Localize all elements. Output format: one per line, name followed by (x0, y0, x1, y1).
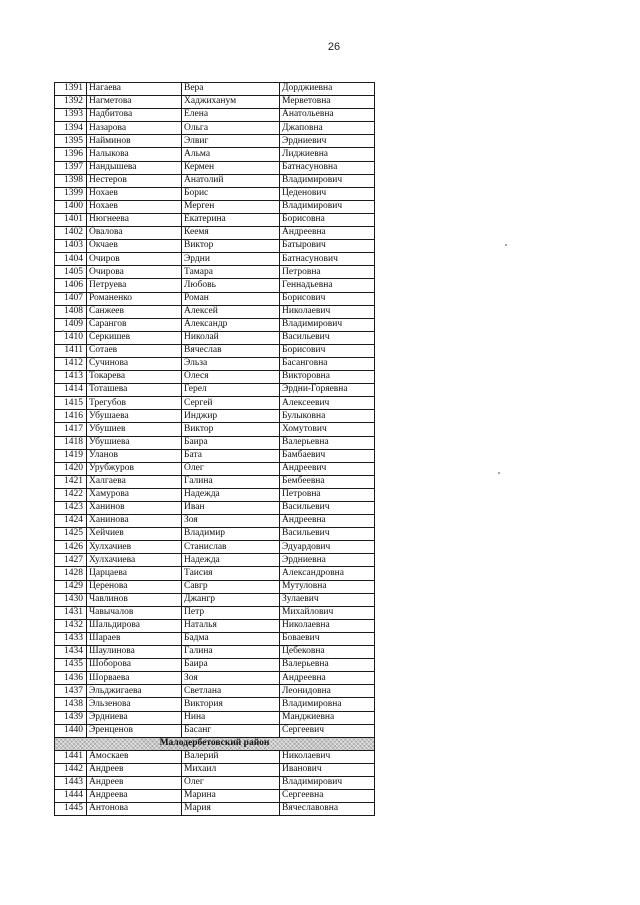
row-first-name: Виктор (182, 240, 280, 253)
row-patronymic: Александровна (280, 567, 375, 580)
row-patronymic: Хомутович (280, 423, 375, 436)
table-row (55, 449, 375, 462)
row-number: 1443 (55, 776, 87, 789)
table-row (55, 632, 375, 645)
table-row (55, 318, 375, 331)
table-row (55, 174, 375, 187)
row-number: 1395 (55, 135, 87, 148)
row-first-name: Валерий (182, 750, 280, 763)
row-surname: Андреев (87, 776, 182, 789)
table-row (55, 109, 375, 122)
row-patronymic: Дорджиевна (280, 83, 375, 96)
row-number: 1424 (55, 515, 87, 528)
row-first-name: Мерген (182, 200, 280, 213)
row-patronymic: Батырович (280, 240, 375, 253)
row-first-name: Наталья (182, 619, 280, 632)
row-first-name: Кеемя (182, 227, 280, 240)
row-surname: Убушаева (87, 410, 182, 423)
row-number: 1439 (55, 711, 87, 724)
row-surname: Андреева (87, 790, 182, 803)
row-first-name: Герел (182, 384, 280, 397)
row-surname: Нагметова (87, 96, 182, 109)
row-number: 1411 (55, 344, 87, 357)
row-number: 1413 (55, 371, 87, 384)
row-patronymic: Андреевна (280, 672, 375, 685)
table-row (55, 803, 375, 816)
row-number: 1416 (55, 410, 87, 423)
row-first-name: Светлана (182, 685, 280, 698)
roster-body (55, 83, 375, 816)
row-surname: Овалова (87, 227, 182, 240)
row-first-name: Петр (182, 606, 280, 619)
row-surname: Надбитова (87, 109, 182, 122)
row-patronymic: Батнасунович (280, 253, 375, 266)
row-first-name: Александр (182, 318, 280, 331)
row-patronymic: Алексеевич (280, 397, 375, 410)
row-patronymic: Иванович (280, 763, 375, 776)
row-patronymic: Андреевна (280, 227, 375, 240)
table-row (55, 423, 375, 436)
row-first-name: Михаил (182, 763, 280, 776)
table-row (55, 724, 375, 737)
row-number: 1436 (55, 672, 87, 685)
row-number: 1398 (55, 174, 87, 187)
row-surname: Чавычалов (87, 606, 182, 619)
table-row (55, 541, 375, 554)
row-number: 1431 (55, 606, 87, 619)
row-surname: Халгаева (87, 475, 182, 488)
row-number: 1435 (55, 659, 87, 672)
row-patronymic: Викторовна (280, 371, 375, 384)
row-surname: Сотаев (87, 344, 182, 357)
row-surname: Антонова (87, 803, 182, 816)
row-first-name: Бата (182, 449, 280, 462)
table-row (55, 371, 375, 384)
row-patronymic: Цебековна (280, 646, 375, 659)
row-surname: Ханинов (87, 502, 182, 515)
row-number: 1426 (55, 541, 87, 554)
row-patronymic: Сергеевич (280, 724, 375, 737)
row-surname: Убушиев (87, 423, 182, 436)
table-row (55, 567, 375, 580)
row-patronymic: Булыковна (280, 410, 375, 423)
row-surname: Шаулинова (87, 646, 182, 659)
row-number: 1408 (55, 305, 87, 318)
row-surname: Назарова (87, 122, 182, 135)
row-first-name: Тамара (182, 266, 280, 279)
row-number: 1407 (55, 292, 87, 305)
row-number: 1409 (55, 318, 87, 331)
table-row (55, 685, 375, 698)
row-patronymic: Борисовна (280, 213, 375, 226)
row-number: 1429 (55, 580, 87, 593)
scan-speck (498, 472, 500, 474)
row-number: 1396 (55, 148, 87, 161)
row-number: 1410 (55, 331, 87, 344)
row-patronymic: Васильевич (280, 528, 375, 541)
row-surname: Эльджигаева (87, 685, 182, 698)
row-number: 1440 (55, 724, 87, 737)
table-row (55, 488, 375, 501)
row-first-name: Сергей (182, 397, 280, 410)
row-surname: Эрдниева (87, 711, 182, 724)
row-first-name: Таисия (182, 567, 280, 580)
row-first-name: Галина (182, 475, 280, 488)
row-first-name: Эрдни (182, 253, 280, 266)
row-number: 1432 (55, 619, 87, 632)
row-first-name: Николай (182, 331, 280, 344)
table-row (55, 161, 375, 174)
row-patronymic: Владимирович (280, 200, 375, 213)
row-patronymic: Валерьевна (280, 659, 375, 672)
roster-table (54, 82, 375, 816)
row-surname: Нандышева (87, 161, 182, 174)
table-row (55, 148, 375, 161)
row-first-name: Эльза (182, 357, 280, 370)
row-patronymic: Владимирович (280, 318, 375, 331)
table-row (55, 384, 375, 397)
row-surname: Романенко (87, 292, 182, 305)
row-first-name: Олег (182, 462, 280, 475)
row-surname: Сарангов (87, 318, 182, 331)
row-surname: Хулхачиев (87, 541, 182, 554)
row-number: 1391 (55, 83, 87, 96)
row-surname: Уланов (87, 449, 182, 462)
row-number: 1430 (55, 593, 87, 606)
row-surname: Хамурова (87, 488, 182, 501)
row-number: 1397 (55, 161, 87, 174)
row-patronymic: Анатольевна (280, 109, 375, 122)
row-first-name: Вячеслав (182, 344, 280, 357)
row-first-name: Роман (182, 292, 280, 305)
row-number: 1412 (55, 357, 87, 370)
row-first-name: Борис (182, 187, 280, 200)
row-first-name: Станислав (182, 541, 280, 554)
row-first-name: Хаджиханум (182, 96, 280, 109)
row-first-name: Нина (182, 711, 280, 724)
row-surname: Налыкова (87, 148, 182, 161)
row-first-name: Олеся (182, 371, 280, 384)
row-number: 1434 (55, 646, 87, 659)
row-first-name: Басанг (182, 724, 280, 737)
row-first-name: Екатерина (182, 213, 280, 226)
row-number: 1414 (55, 384, 87, 397)
table-row (55, 292, 375, 305)
row-patronymic: Бембеевна (280, 475, 375, 488)
row-surname: Нохаев (87, 200, 182, 213)
row-surname: Шоборова (87, 659, 182, 672)
row-number: 1394 (55, 122, 87, 135)
table-row (55, 672, 375, 685)
section-header-row (55, 737, 375, 750)
row-number: 1423 (55, 502, 87, 515)
row-patronymic: Джаповна (280, 122, 375, 135)
table-row (55, 711, 375, 724)
table-row (55, 528, 375, 541)
row-surname: Токарева (87, 371, 182, 384)
table-row (55, 279, 375, 292)
row-patronymic: Васильевич (280, 331, 375, 344)
table-row (55, 227, 375, 240)
table-row (55, 410, 375, 423)
row-first-name: Баира (182, 659, 280, 672)
row-patronymic: Эрдни-Горяевна (280, 384, 375, 397)
row-patronymic: Геннадьевна (280, 279, 375, 292)
table-row (55, 659, 375, 672)
row-patronymic: Петровна (280, 488, 375, 501)
row-surname: Андреев (87, 763, 182, 776)
row-surname: Трегубов (87, 397, 182, 410)
row-first-name: Баира (182, 436, 280, 449)
row-number: 1420 (55, 462, 87, 475)
row-surname: Найминов (87, 135, 182, 148)
row-number: 1415 (55, 397, 87, 410)
row-number: 1425 (55, 528, 87, 541)
table-row (55, 357, 375, 370)
row-number: 1405 (55, 266, 87, 279)
row-first-name: Олег (182, 776, 280, 789)
row-patronymic: Эдуардович (280, 541, 375, 554)
row-first-name: Инджир (182, 410, 280, 423)
row-patronymic: Эрдниевна (280, 554, 375, 567)
table-row (55, 83, 375, 96)
table-row (55, 213, 375, 226)
row-surname: Нестеров (87, 174, 182, 187)
row-first-name: Алексей (182, 305, 280, 318)
row-surname: Шараев (87, 632, 182, 645)
row-number: 1421 (55, 475, 87, 488)
table-row (55, 554, 375, 567)
row-number: 1428 (55, 567, 87, 580)
row-patronymic: Эрдниевич (280, 135, 375, 148)
row-number: 1444 (55, 790, 87, 803)
table-row (55, 593, 375, 606)
table-row (55, 790, 375, 803)
row-number: 1402 (55, 227, 87, 240)
row-surname: Нохаев (87, 187, 182, 200)
row-patronymic: Андреевна (280, 515, 375, 528)
row-patronymic: Манджиевна (280, 711, 375, 724)
table-row (55, 606, 375, 619)
table-row (55, 619, 375, 632)
row-first-name: Надежда (182, 488, 280, 501)
table-row (55, 502, 375, 515)
table-row (55, 240, 375, 253)
row-surname: Серкишев (87, 331, 182, 344)
row-first-name: Савгр (182, 580, 280, 593)
table-row (55, 266, 375, 279)
table-row (55, 475, 375, 488)
row-surname: Нюгнеева (87, 213, 182, 226)
row-number: 1401 (55, 213, 87, 226)
row-surname: Убушиева (87, 436, 182, 449)
table-row (55, 135, 375, 148)
row-surname: Хулхачиева (87, 554, 182, 567)
row-number: 1393 (55, 109, 87, 122)
table-row (55, 750, 375, 763)
row-patronymic: Сергеевна (280, 790, 375, 803)
row-surname: Урубжуров (87, 462, 182, 475)
scan-speck (62, 330, 64, 332)
row-patronymic: Петровна (280, 266, 375, 279)
row-surname: Тоташева (87, 384, 182, 397)
row-surname: Царцаева (87, 567, 182, 580)
page-number: 26 (327, 41, 341, 53)
row-surname: Очирова (87, 266, 182, 279)
row-patronymic: Зулаевич (280, 593, 375, 606)
row-surname: Эльзенова (87, 698, 182, 711)
row-first-name: Иван (182, 502, 280, 515)
row-patronymic: Николаевич (280, 305, 375, 318)
row-surname: Шорваева (87, 672, 182, 685)
row-first-name: Виктория (182, 698, 280, 711)
row-first-name: Элвиг (182, 135, 280, 148)
table-row (55, 331, 375, 344)
row-patronymic: Мутуловна (280, 580, 375, 593)
table-row (55, 580, 375, 593)
row-patronymic: Михайлович (280, 606, 375, 619)
row-first-name: Вера (182, 83, 280, 96)
row-surname: Окчаев (87, 240, 182, 253)
section-title: Малодербетовский район (55, 737, 375, 750)
table-row (55, 776, 375, 789)
row-patronymic: Валерьевна (280, 436, 375, 449)
table-row (55, 436, 375, 449)
row-number: 1392 (55, 96, 87, 109)
row-patronymic: Бовaевич (280, 632, 375, 645)
row-surname: Церенова (87, 580, 182, 593)
row-first-name: Галина (182, 646, 280, 659)
table-row (55, 515, 375, 528)
row-patronymic: Николаевна (280, 619, 375, 632)
row-patronymic: Владимирович (280, 174, 375, 187)
row-surname: Амоскаев (87, 750, 182, 763)
table-row (55, 122, 375, 135)
row-first-name: Зоя (182, 515, 280, 528)
row-patronymic: Мерветовна (280, 96, 375, 109)
row-patronymic: Владимировна (280, 698, 375, 711)
table-row (55, 763, 375, 776)
row-first-name: Любовь (182, 279, 280, 292)
row-number: 1404 (55, 253, 87, 266)
row-surname: Эренценов (87, 724, 182, 737)
table-row (55, 646, 375, 659)
row-patronymic: Лиджиевна (280, 148, 375, 161)
row-number: 1433 (55, 632, 87, 645)
row-surname: Санжеев (87, 305, 182, 318)
row-number: 1445 (55, 803, 87, 816)
row-patronymic: Владимирович (280, 776, 375, 789)
row-number: 1419 (55, 449, 87, 462)
table-row (55, 253, 375, 266)
row-surname: Чавлинов (87, 593, 182, 606)
table-row (55, 698, 375, 711)
row-number: 1442 (55, 763, 87, 776)
row-first-name: Джангр (182, 593, 280, 606)
row-patronymic: Бамбаевич (280, 449, 375, 462)
row-first-name: Бадма (182, 632, 280, 645)
row-patronymic: Цеденович (280, 187, 375, 200)
row-surname: Очиров (87, 253, 182, 266)
row-number: 1400 (55, 200, 87, 213)
row-first-name: Владимир (182, 528, 280, 541)
row-patronymic: Вячеславовна (280, 803, 375, 816)
row-patronymic: Батнасуновна (280, 161, 375, 174)
table-row (55, 305, 375, 318)
row-patronymic: Борисович (280, 344, 375, 357)
row-number: 1403 (55, 240, 87, 253)
row-first-name: Мария (182, 803, 280, 816)
row-surname: Петруева (87, 279, 182, 292)
row-first-name: Зоя (182, 672, 280, 685)
row-first-name: Надежда (182, 554, 280, 567)
row-number: 1399 (55, 187, 87, 200)
row-patronymic: Андреевич (280, 462, 375, 475)
table-row (55, 344, 375, 357)
row-patronymic: Васильевич (280, 502, 375, 515)
row-patronymic: Борисович (280, 292, 375, 305)
row-number: 1441 (55, 750, 87, 763)
table-row (55, 462, 375, 475)
table-row (55, 397, 375, 410)
row-patronymic: Николаевич (280, 750, 375, 763)
scan-speck (505, 244, 507, 246)
row-number: 1417 (55, 423, 87, 436)
row-first-name: Елена (182, 109, 280, 122)
row-first-name: Ольга (182, 122, 280, 135)
row-patronymic: Басанговна (280, 357, 375, 370)
table-row (55, 96, 375, 109)
row-first-name: Анатолий (182, 174, 280, 187)
row-first-name: Марина (182, 790, 280, 803)
row-number: 1418 (55, 436, 87, 449)
row-number: 1422 (55, 488, 87, 501)
row-surname: Шальдирова (87, 619, 182, 632)
table-row (55, 200, 375, 213)
row-number: 1437 (55, 685, 87, 698)
row-first-name: Альма (182, 148, 280, 161)
row-number: 1406 (55, 279, 87, 292)
row-number: 1427 (55, 554, 87, 567)
row-first-name: Виктор (182, 423, 280, 436)
row-surname: Сучинова (87, 357, 182, 370)
row-patronymic: Леонидовна (280, 685, 375, 698)
row-surname: Ханинова (87, 515, 182, 528)
row-surname: Нагаева (87, 83, 182, 96)
table-row (55, 187, 375, 200)
row-first-name: Кермен (182, 161, 280, 174)
row-surname: Хейчиев (87, 528, 182, 541)
row-number: 1438 (55, 698, 87, 711)
